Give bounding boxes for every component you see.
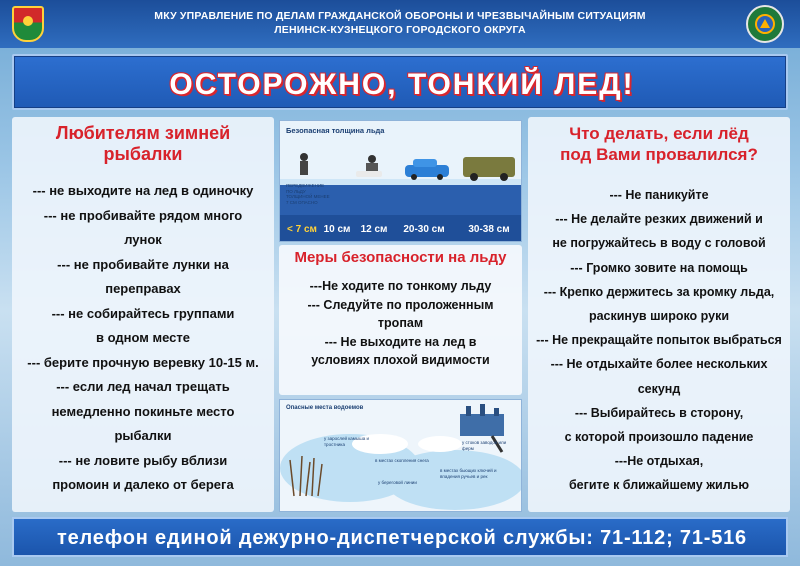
rule-line: тропам	[377, 316, 424, 330]
rule-line: --- Не выходите на лед в	[324, 334, 477, 349]
ice-warning-note: ПЕРЕДВИЖЕНИЕ ПО ЛЬДУ ТОЛЩИНОЙ МЕНЕЕ 7 СМ ОПАСНО	[286, 183, 330, 205]
thickness-label: < 7 см	[287, 224, 317, 235]
rule-line: немедленно покиньте место	[51, 403, 235, 419]
rule-line: --- Не делайте резких движений и	[555, 212, 763, 227]
rule-line: --- Не отдыхайте более нескольких	[550, 357, 768, 372]
heading-line: рыбалки	[103, 144, 183, 164]
organization-name	[60, 9, 740, 37]
rule-line: --- не выходите на лед в одиночку	[32, 183, 254, 198]
thickness-label: 20-30 см	[403, 224, 445, 235]
rule-line: рыбалки	[114, 428, 172, 443]
thickness-label: 30-38 см	[468, 224, 510, 235]
ice-safety-heading: Меры безопасности на льду	[294, 249, 507, 266]
rule-line: --- Следуйте по проложенным	[307, 297, 494, 312]
heading-line: Что делать, если лёд	[569, 124, 749, 143]
rule-line: --- не ловите рыбу вблизи	[58, 452, 228, 468]
ice-fall-actions-panel	[528, 117, 790, 512]
rule-line: --- берите прочную веревку 10-15 м.	[27, 354, 259, 370]
danger-label: в местах скопления снега	[375, 458, 429, 463]
rule-line: ---Не ходите по тонкому льду	[309, 279, 492, 293]
rule-line: --- не пробивайте рядом много	[43, 207, 243, 223]
rule-line: секунд	[637, 381, 681, 396]
emergency-phone-text: телефон единой дежурно-диспетчерской службы: 71-112; 71-516	[57, 527, 747, 549]
ice-safety-list	[279, 277, 522, 370]
fishing-rules-panel	[12, 117, 274, 512]
rule-line: --- Не прекращайте попыток выбраться	[536, 333, 782, 348]
emblem-triangle	[760, 19, 770, 28]
rule-line: переправах	[105, 281, 181, 296]
heading-line: Любителям зимней	[55, 123, 231, 143]
organization-line-1: МКУ УПРАВЛЕНИЕ ПО ДЕЛАМ ГРАЖДАНСКОЙ ОБОРОНЫ И ЧРЕЗВЫЧАЙНЫМ СИТУАЦИЯМ	[154, 10, 646, 22]
rule-line: --- не собирайтесь группами	[51, 305, 235, 321]
danger-label: у береговой линии	[378, 480, 417, 485]
fishing-rules-heading	[12, 123, 274, 165]
ice-caption: Безопасная толщина льда	[286, 126, 385, 135]
rule-line: ---Не отдыхая,	[614, 454, 704, 469]
title-banner	[12, 54, 788, 110]
thickness-label: 10 см	[323, 224, 351, 235]
danger-label: у стоков заводов или ферм	[462, 440, 507, 451]
heading-line: под Вами провалился?	[560, 145, 758, 164]
rule-line: не погружайтесь в воду с головой	[552, 236, 766, 251]
dangerous-places-illustration	[280, 400, 522, 512]
rule-line: --- Не паникуйте	[609, 188, 709, 202]
rule-line: --- Выбирайтесь в сторону,	[574, 405, 744, 420]
rule-line: условиях плохой видимости	[311, 353, 490, 367]
rule-line: --- Крепко держитесь за кромку льда,	[543, 284, 775, 299]
page-title: ОСТОРОЖНО, ТОНКИЙ ЛЕД!	[169, 68, 635, 101]
fishing-rules-list	[12, 179, 274, 498]
ice-safety-panel	[279, 245, 522, 395]
danger-label: у зарослей камыша и тростника	[324, 436, 369, 447]
rule-line: --- не пробивайте лунки на	[57, 256, 229, 272]
ice-thickness-infographic	[279, 120, 522, 242]
thickness-label: 12 см	[360, 224, 388, 235]
rule-line: лунок	[124, 232, 162, 247]
rule-line: --- если лед начал трещать	[56, 379, 230, 394]
danger-caption: Опасные места водоемов	[286, 405, 364, 411]
civil-defense-emblem-icon	[746, 5, 784, 43]
rule-line: раскинув широко руки	[588, 309, 730, 324]
rule-line: в одном месте	[96, 330, 190, 345]
coat-of-arms-icon	[12, 6, 44, 42]
rule-line: бегите к ближайшему жилью	[568, 478, 750, 493]
emergency-phone-bar	[12, 517, 788, 557]
ice-fall-actions-heading	[528, 123, 790, 165]
rule-line: --- Громко зовите на помощь	[570, 260, 748, 275]
rule-line: промоин и далеко от берега	[52, 477, 234, 492]
ice-fall-actions-list	[528, 183, 790, 498]
dangerous-places-infographic	[279, 399, 522, 512]
organization-line-2: ЛЕНИНСК-КУЗНЕЦКОГО ГОРОДСКОГО ОКРУГА	[274, 24, 526, 36]
rule-line: с которой произошло падение	[564, 430, 754, 445]
danger-label: в местах бьющих ключей и впадения ручьев и рек	[440, 468, 497, 479]
